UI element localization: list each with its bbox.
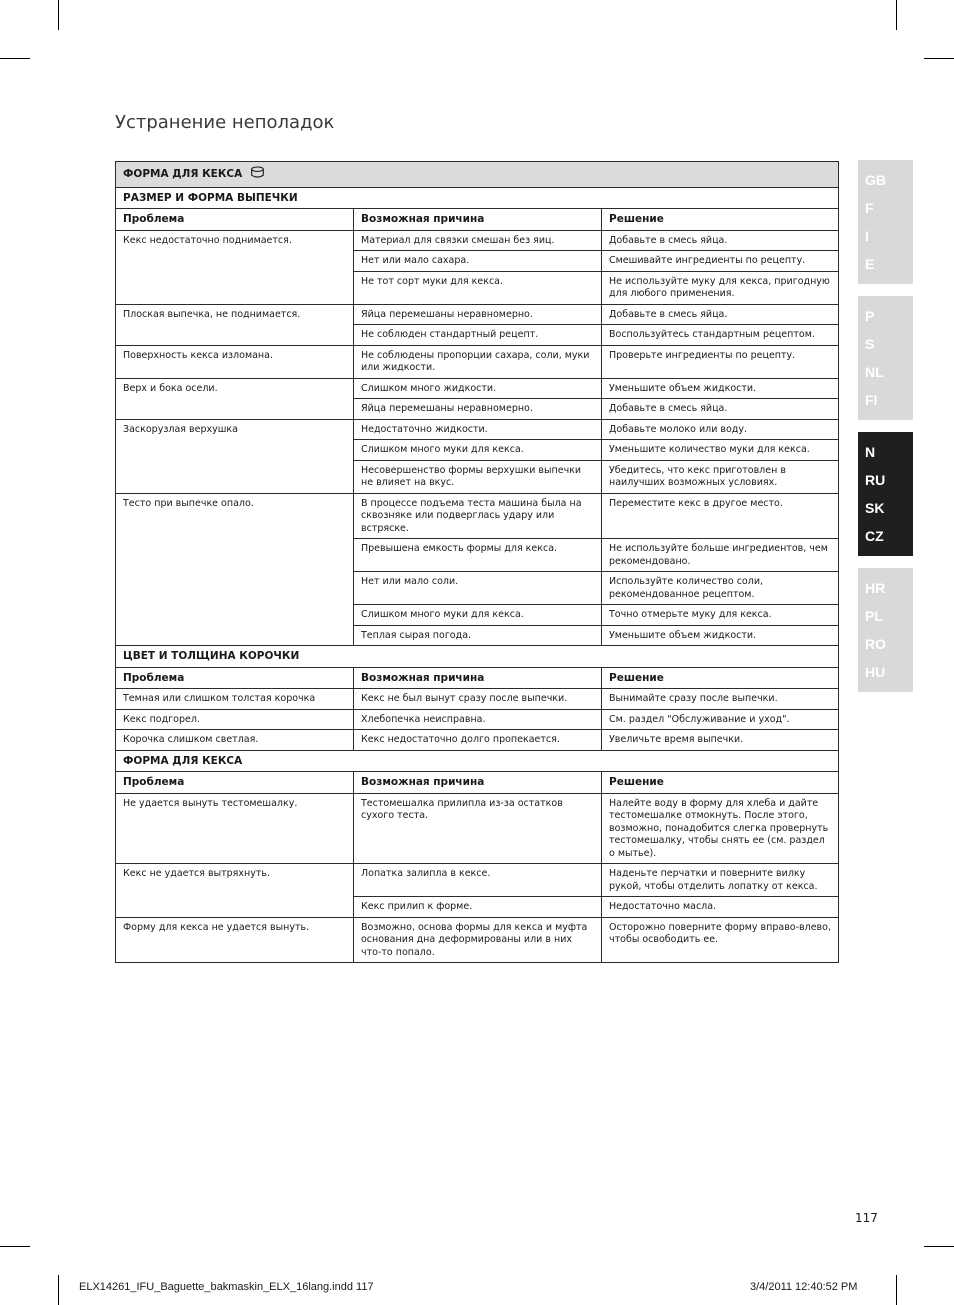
solution-cell: Недостаточно масла.: [602, 897, 839, 918]
problem-cell: Тесто при выпечке опало.: [116, 493, 354, 646]
solution-cell: Добавьте в смесь яйца.: [602, 304, 839, 325]
main-header-label: ФОРМА ДЛЯ КЕКСА: [123, 168, 243, 180]
cause-cell: Недостаточно жидкости.: [354, 419, 602, 440]
problem-cell: Кекс недостаточно поднимается.: [116, 230, 354, 304]
lang-tab-sk[interactable]: SK: [865, 500, 885, 516]
section-title: ФОРМА ДЛЯ КЕКСА: [116, 750, 839, 772]
solution-cell: Смешивайте ингредиенты по рецепту.: [602, 251, 839, 272]
solution-cell: Проверьте ингредиенты по рецепту.: [602, 345, 839, 378]
cause-cell: Кекс недостаточно долго пропекается.: [354, 730, 602, 751]
solution-cell: Добавьте в смесь яйца.: [602, 230, 839, 251]
section-title-row: [116, 187, 839, 209]
cause-cell: Не соблюдены пропорции сахара, соли, муки или жидкости.: [354, 345, 602, 378]
cause-cell: Возможно, основа формы для кекса и муфта основания дна деформированы или в них что-то попало.: [354, 917, 602, 963]
solution-cell: Уменьшите объем жидкости.: [602, 625, 839, 646]
crop-mark: [896, 1275, 897, 1305]
table-main-header: [116, 162, 839, 188]
column-header: Решение: [602, 209, 839, 231]
solution-cell: Уменьшите количество муки для кекса.: [602, 440, 839, 461]
solution-cell: Увеличьте время выпечки.: [602, 730, 839, 751]
solution-cell: Убедитесь, что кекс приготовлен в наилучших возможных условиях.: [602, 460, 839, 493]
table-row: [116, 917, 839, 963]
column-header-row: [116, 772, 839, 794]
section-title-row: [116, 646, 839, 668]
language-tabs-group-3-active: [858, 432, 913, 556]
problem-cell: Плоская выпечка, не поднимается.: [116, 304, 354, 345]
table-row: [116, 378, 839, 399]
language-tabs-group-4: [858, 568, 913, 692]
cake-pan-icon: [250, 166, 265, 183]
column-header-row: [116, 667, 839, 689]
solution-cell: Не используйте больше ингредиентов, чем рекомендовано.: [602, 539, 839, 572]
crop-mark: [924, 1246, 954, 1247]
cause-cell: Слишком много муки для кекса.: [354, 605, 602, 626]
language-tabs-group-2: [858, 296, 913, 420]
lang-tab-nl[interactable]: NL: [865, 364, 884, 380]
solution-cell: Используйте количество соли, рекомендованное рецептом.: [602, 572, 839, 605]
solution-cell: Переместите кекс в другое место.: [602, 493, 839, 539]
problem-cell: Не удается вынуть тестомешалку.: [116, 793, 354, 864]
lang-tab-pl[interactable]: PL: [865, 608, 883, 624]
solution-cell: Налейте воду в форму для хлеба и дайте тестомешалке отмокнуть. После этого, возможно, понадобится слегка провернуть тестомешалку, чтобы снять ее (см. раздел о мытье).: [602, 793, 839, 864]
table-row: [116, 793, 839, 864]
table-row: [116, 345, 839, 378]
lang-tab-gb[interactable]: GB: [865, 172, 886, 188]
cause-cell: Нет или мало сахара.: [354, 251, 602, 272]
cause-cell: Теплая сырая погода.: [354, 625, 602, 646]
lang-tab-hr[interactable]: HR: [865, 580, 886, 596]
solution-cell: Не используйте муку для кекса, пригодную для любого применения.: [602, 271, 839, 304]
lang-tab-f[interactable]: F: [865, 200, 874, 216]
problem-cell: Форму для кекса не удается вынуть.: [116, 917, 354, 963]
troubleshooting-table: [115, 161, 839, 963]
table-row: [116, 419, 839, 440]
cause-cell: Слишком много муки для кекса.: [354, 440, 602, 461]
table-main-header-row: [116, 162, 839, 188]
cause-cell: Кекс прилип к форме.: [354, 897, 602, 918]
crop-mark: [0, 1246, 30, 1247]
crop-mark: [896, 0, 897, 30]
crop-mark: [58, 1275, 59, 1305]
problem-cell: Поверхность кекса изломана.: [116, 345, 354, 378]
lang-tab-ro[interactable]: RO: [865, 636, 886, 652]
cause-cell: Кекс не был вынут сразу после выпечки.: [354, 689, 602, 710]
crop-mark: [0, 58, 30, 59]
problem-cell: Корочка слишком светлая.: [116, 730, 354, 751]
column-header-row: [116, 209, 839, 231]
solution-cell: Осторожно поверните форму вправо-влево, чтобы освободить ее.: [602, 917, 839, 963]
table-row: [116, 730, 839, 751]
table-row: [116, 304, 839, 325]
crop-mark: [924, 58, 954, 59]
problem-cell: Кекс не удается вытряхнуть.: [116, 864, 354, 918]
cause-cell: Несовершенство формы верхушки выпечки не влияет на вкус.: [354, 460, 602, 493]
column-header: Проблема: [116, 667, 354, 689]
lang-tab-fi[interactable]: FI: [865, 392, 878, 408]
problem-cell: Заскорузлая верхушка: [116, 419, 354, 493]
column-header: Решение: [602, 667, 839, 689]
table-row: [116, 493, 839, 539]
table-row: [116, 689, 839, 710]
cause-cell: В процессе подъема теста машина была на сквозняке или подверглась удару или встряске.: [354, 493, 602, 539]
page-number: 117: [855, 1211, 878, 1225]
cause-cell: Лопатка залипла в кексе.: [354, 864, 602, 897]
section-title: РАЗМЕР И ФОРМА ВЫПЕЧКИ: [116, 187, 839, 209]
solution-cell: Добавьте молоко или воду.: [602, 419, 839, 440]
language-tabs-group-1: [858, 160, 913, 284]
cause-cell: Не тот сорт муки для кекса.: [354, 271, 602, 304]
column-header: Проблема: [116, 209, 354, 231]
section-title: ЦВЕТ И ТОЛЩИНА КОРОЧКИ: [116, 646, 839, 668]
solution-cell: Добавьте в смесь яйца.: [602, 399, 839, 420]
solution-cell: Вынимайте сразу после выпечки.: [602, 689, 839, 710]
lang-tab-i[interactable]: I: [865, 228, 869, 244]
cause-cell: Материал для связки смешан без яиц.: [354, 230, 602, 251]
column-header: Возможная причина: [354, 667, 602, 689]
lang-tab-cz[interactable]: CZ: [865, 528, 884, 544]
solution-cell: Воспользуйтесь стандартным рецептом.: [602, 325, 839, 346]
table-row: [116, 230, 839, 251]
cause-cell: Слишком много жидкости.: [354, 378, 602, 399]
lang-tab-e[interactable]: E: [865, 256, 875, 272]
cause-cell: Хлебопечка неисправна.: [354, 709, 602, 730]
lang-tab-ru[interactable]: RU: [865, 472, 886, 488]
lang-tab-s[interactable]: S: [865, 336, 875, 352]
solution-cell: Точно отмерьте муку для кекса.: [602, 605, 839, 626]
solution-cell: Наденьте перчатки и поверните вилку рукой, чтобы отделить лопатку от кекса.: [602, 864, 839, 897]
problem-cell: Кекс подгорел.: [116, 709, 354, 730]
crop-mark: [58, 0, 59, 30]
problem-cell: Темная или слишком толстая корочка: [116, 689, 354, 710]
lang-tab-p[interactable]: P: [865, 308, 875, 324]
cause-cell: Тестомешалка прилипла из-за остатков сухого теста.: [354, 793, 602, 864]
table-row: [116, 709, 839, 730]
cause-cell: Не соблюден стандартный рецепт.: [354, 325, 602, 346]
section-title-row: [116, 750, 839, 772]
lang-tab-n[interactable]: N: [865, 444, 876, 460]
cause-cell: Нет или мало соли.: [354, 572, 602, 605]
column-header: Возможная причина: [354, 209, 602, 231]
solution-cell: Уменьшите объем жидкости.: [602, 378, 839, 399]
lang-tab-hu[interactable]: HU: [865, 664, 886, 680]
solution-cell: См. раздел "Обслуживание и уход".: [602, 709, 839, 730]
column-header: Проблема: [116, 772, 354, 794]
table-row: [116, 864, 839, 897]
table-body: [116, 162, 839, 963]
column-header: Возможная причина: [354, 772, 602, 794]
footer-datetime: 3/4/2011 12:40:52 PM: [750, 1281, 858, 1293]
column-header: Решение: [602, 772, 839, 794]
footer-filename: ELX14261_IFU_Baguette_bakmaskin_ELX_16lang.indd 117: [79, 1281, 374, 1293]
problem-cell: Верх и бока осели.: [116, 378, 354, 419]
cause-cell: Яйца перемешаны неравномерно.: [354, 304, 602, 325]
cause-cell: Превышена емкость формы для кекса.: [354, 539, 602, 572]
page-title: Устранение неполадок: [115, 112, 335, 133]
cause-cell: Яйца перемешаны неравномерно.: [354, 399, 602, 420]
